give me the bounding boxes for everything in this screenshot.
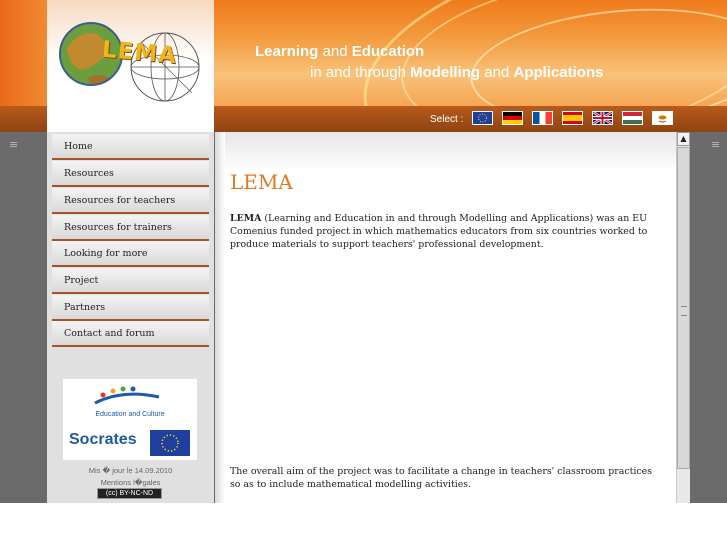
last-updated: Mis � jour le 14.09.2010	[88, 466, 173, 475]
nav-item-resources-teachers[interactable]: Resources for teachers	[52, 188, 209, 214]
header-left-shade	[0, 0, 47, 106]
legal-link[interactable]: Mentions l�gales	[100, 478, 161, 487]
tagline-line2	[310, 64, 603, 81]
uk-flag-icon[interactable]	[592, 111, 613, 125]
language-select-label: Select :	[430, 114, 464, 125]
cyprus-flag-icon[interactable]	[652, 111, 673, 125]
logo-text: LEMA	[101, 36, 179, 70]
eu-flag-icon[interactable]	[472, 111, 493, 125]
program-label: Education and Culture	[95, 411, 165, 418]
tagline-line1	[255, 43, 424, 60]
france-flag-icon[interactable]	[532, 111, 553, 125]
eu-stars-icon	[150, 430, 190, 456]
cc-logo-icon: (cc)	[105, 490, 118, 497]
nav-item-contact-forum[interactable]: Contact and forum	[52, 321, 209, 347]
cc-license-badge[interactable]	[97, 488, 162, 499]
cc-license-text: BY-NC-ND	[119, 490, 154, 497]
nav-item-resources[interactable]: Resources	[52, 161, 209, 187]
page-title: LEMA	[230, 170, 293, 194]
content-top-shade	[215, 132, 676, 172]
right-margin	[690, 132, 727, 503]
menu-lines-icon: ≡	[9, 138, 19, 151]
nav-item-partners[interactable]: Partners	[52, 295, 209, 321]
tagline-word: in and through	[310, 64, 411, 81]
tagline-word: Applications	[513, 64, 604, 81]
nav-item-home[interactable]: Home	[52, 134, 209, 160]
intro-text: (Learning and Education in and through Modelling and Applications) was an EU Comenius funded project in which mathematics educators from six countries worked to produce materials to support teachers' professional development.	[230, 213, 648, 250]
tagline-word: Learning	[255, 43, 319, 60]
socrates-logo[interactable]	[63, 379, 197, 460]
content-left-shade	[215, 132, 225, 503]
germany-flag-icon[interactable]	[502, 111, 523, 125]
intro-bold: LEMA	[230, 213, 262, 224]
language-flags	[472, 111, 673, 125]
socrates-label: Socrates	[69, 431, 137, 448]
content-scrollbar[interactable]	[676, 132, 690, 503]
tagline-word: Modelling	[410, 64, 481, 81]
spain-flag-icon[interactable]	[562, 111, 583, 125]
tagline-word: and	[480, 64, 514, 81]
scrollbar-thumb[interactable]	[677, 147, 690, 469]
nav-item-resources-trainers[interactable]: Resources for trainers	[52, 215, 209, 241]
nav-item-looking-for-more[interactable]: Looking for more	[52, 241, 209, 267]
tagline-word: Education	[351, 43, 425, 60]
nav-item-project[interactable]: Project	[52, 268, 209, 294]
aim-paragraph: The overall aim of the project was to facilitate a change in teachers' classroom practices so as to include mathematical modelling activities.	[230, 466, 652, 490]
lema-logo[interactable]	[47, 0, 214, 132]
main-content	[215, 132, 676, 503]
scroll-grip-icon	[681, 306, 687, 316]
education-culture-emblem	[63, 383, 197, 413]
hungary-flag-icon[interactable]	[622, 111, 643, 125]
scroll-up-arrow-icon[interactable]: ▲	[677, 132, 690, 146]
menu-lines-icon: ≡	[711, 138, 721, 151]
left-margin	[0, 132, 47, 503]
intro-paragraph	[230, 212, 660, 251]
tagline-word: and	[318, 43, 352, 60]
